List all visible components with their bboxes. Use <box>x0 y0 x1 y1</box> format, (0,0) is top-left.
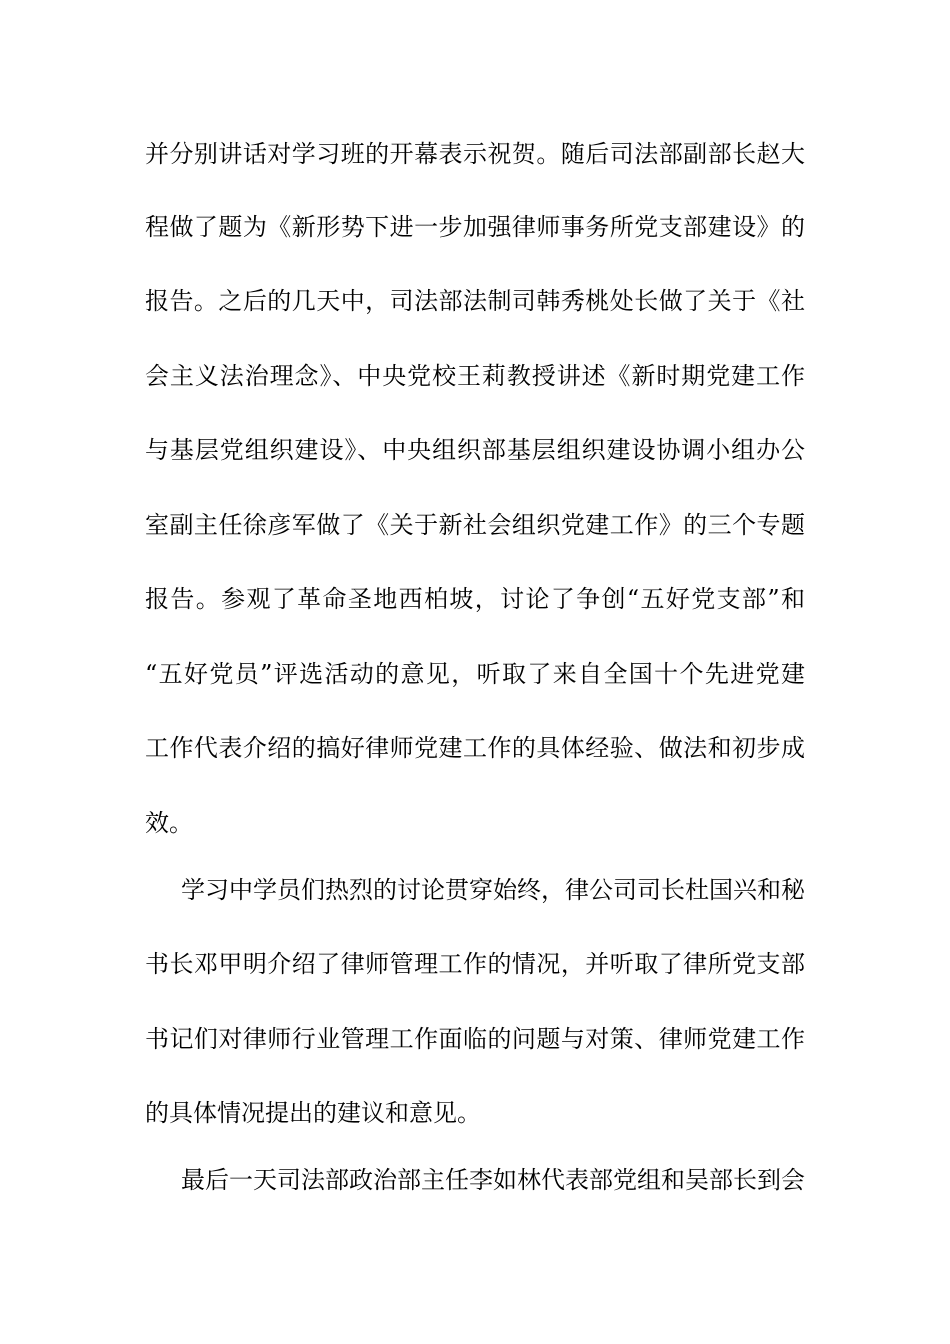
text-line-8: “五好党员”评选活动的意见，听取了来自全国十个先进党建 <box>145 660 805 688</box>
text-line-7: 报告。参观了革命圣地西柏坡，讨论了争创“五好党支部”和 <box>145 585 805 613</box>
text-line-5: 与基层党组织建设》、中央组织部基层组织建设协调小组办公 <box>145 436 805 464</box>
text-line-9: 工作代表介绍的搞好律师党建工作的具体经验、做法和初步成 <box>145 734 805 762</box>
text-line-10: 效。 <box>145 809 193 837</box>
text-line-12: 书长邓甲明介绍了律师管理工作的情况，并听取了律所党支部 <box>145 950 805 978</box>
text-line-3: 报告。之后的几天中，司法部法制司韩秀桃处长做了关于《社 <box>145 287 805 315</box>
text-line-11: 学习中学员们热烈的讨论贯穿始终，律公司司长杜国兴和秘 <box>181 876 805 904</box>
text-line-4: 会主义法治理念》、中央党校王莉教授讲述《新时期党建工作 <box>145 362 805 390</box>
text-line-1: 并分别讲话对学习班的开幕表示祝贺。随后司法部副部长赵大 <box>145 140 805 168</box>
text-line-2: 程做了题为《新形势下进一步加强律师事务所党支部建设》的 <box>145 213 805 241</box>
text-line-6: 室副主任徐彦军做了《关于新社会组织党建工作》的三个专题 <box>145 511 805 539</box>
text-line-14: 的具体情况提出的建议和意见。 <box>145 1099 481 1127</box>
text-line-13: 书记们对律师行业管理工作面临的问题与对策、律师党建工作 <box>145 1025 805 1053</box>
text-line-15: 最后一天司法部政治部主任李如林代表部党组和吴部长到会 <box>181 1166 805 1194</box>
